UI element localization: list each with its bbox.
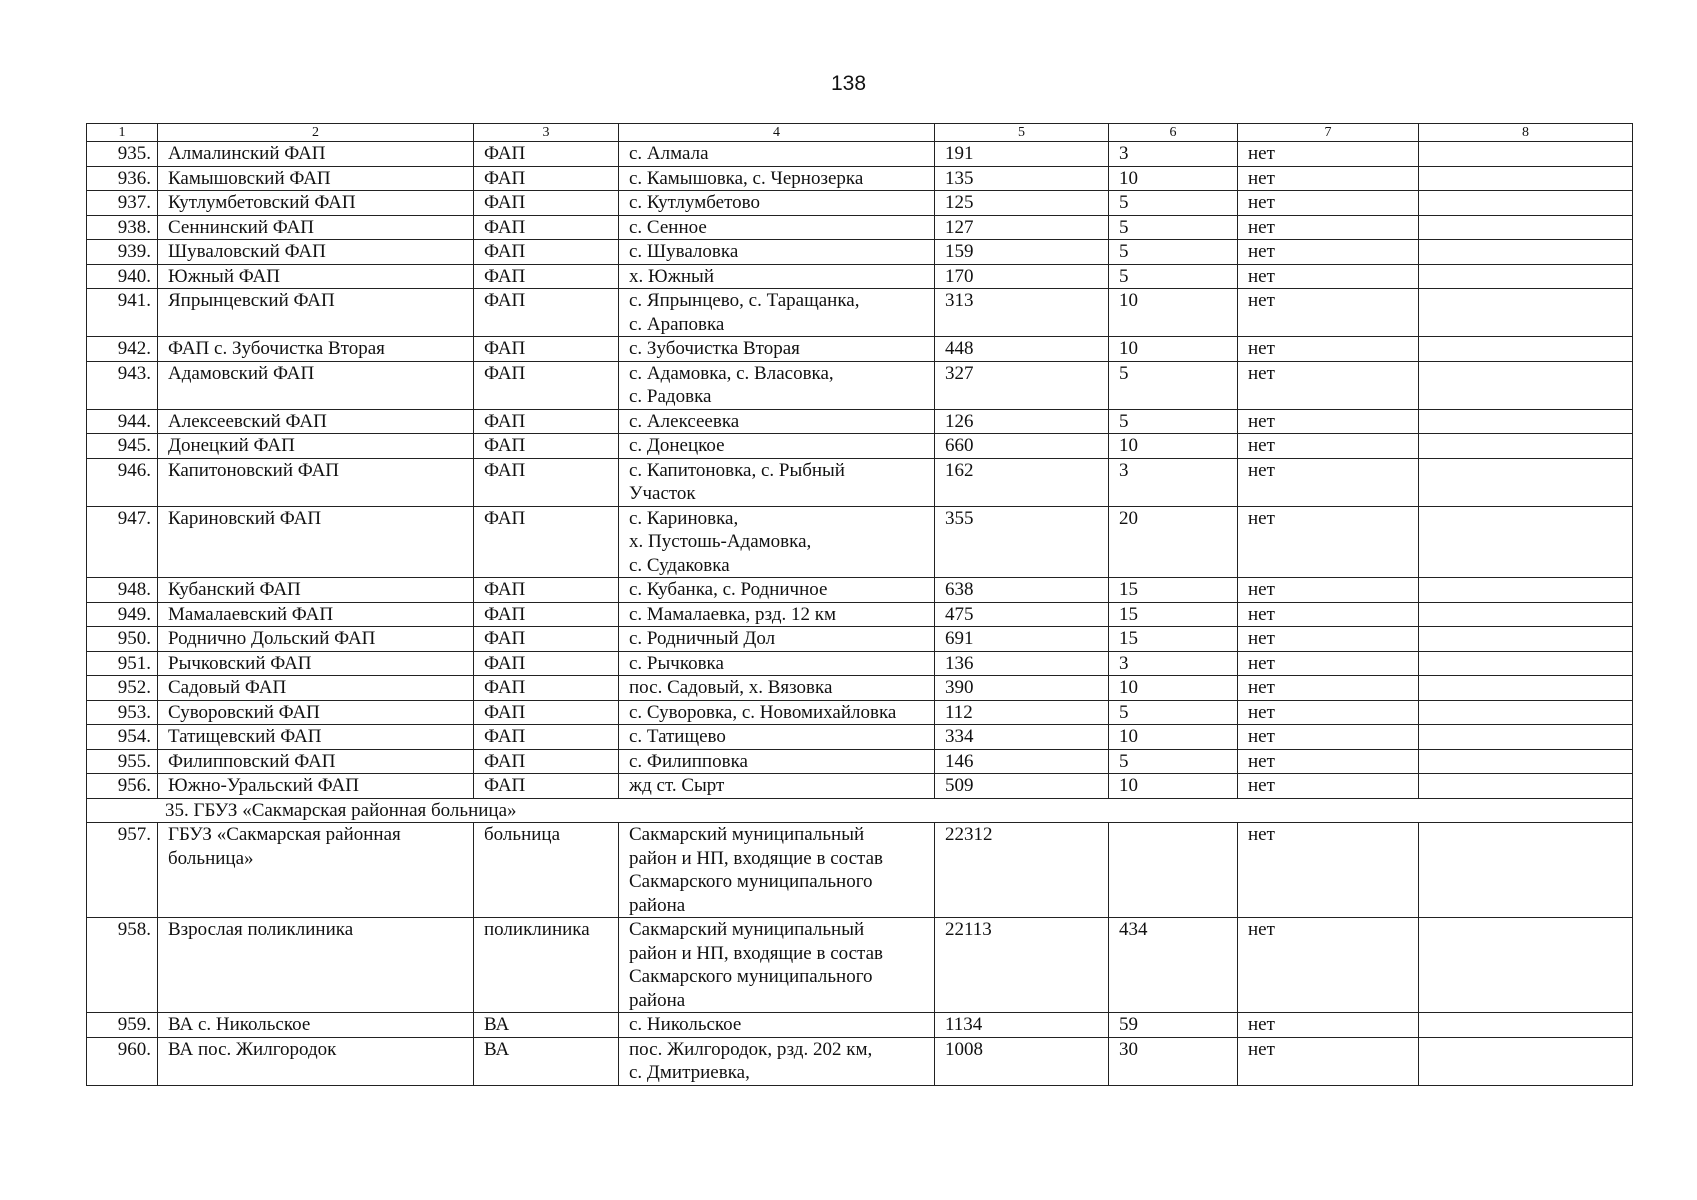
table-row: [87, 264, 1633, 289]
facility-name: Алексеевский ФАП: [158, 409, 474, 434]
served-settlements: [619, 749, 935, 774]
facility-name: Камышовский ФАП: [158, 166, 474, 191]
served-settlements-line: с. Капитоновка, с. Рыбный: [629, 459, 845, 481]
column-8-value: [1419, 602, 1633, 627]
column-8-value: [1419, 1013, 1633, 1038]
served-settlements-line: с. Мамалаевка, рзд. 12 км: [629, 603, 837, 625]
column-number: 2: [158, 124, 474, 142]
facility-name: Кутлумбетовский ФАП: [158, 191, 474, 216]
facility-type: ФАП: [474, 602, 619, 627]
facility-name: Южный ФАП: [158, 264, 474, 289]
facility-type: ФАП: [474, 651, 619, 676]
population-value: 327: [935, 361, 1109, 409]
column-8-value: [1419, 627, 1633, 652]
facility-type: ФАП: [474, 215, 619, 240]
column-8-value: [1419, 434, 1633, 459]
served-settlements-line: пос. Садовый, х. Вязовка: [629, 677, 833, 698]
facility-type: ФАП: [474, 191, 619, 216]
table-row: [87, 1013, 1633, 1038]
population-value: 112: [935, 700, 1109, 725]
column-7-value: нет: [1238, 627, 1419, 652]
row-number: 960.: [87, 1037, 158, 1085]
facility-type: ФАП: [474, 458, 619, 506]
section-title: 35. ГБУЗ «Сакмарская районная больница»: [87, 798, 1633, 823]
served-settlements: [619, 627, 935, 652]
served-settlements: [619, 578, 935, 603]
table-row: [87, 506, 1633, 578]
row-number: 954.: [87, 725, 158, 750]
table-row: [87, 361, 1633, 409]
facility-type: поликлиника: [474, 918, 619, 1013]
column-number: 1: [87, 124, 158, 142]
column-7-value: нет: [1238, 458, 1419, 506]
column-8-value: [1419, 166, 1633, 191]
facility-name: Рычковский ФАП: [158, 651, 474, 676]
facility-name: Сеннинский ФАП: [158, 215, 474, 240]
column-8-value: [1419, 191, 1633, 216]
row-number: 953.: [87, 700, 158, 725]
column-7-value: нет: [1238, 651, 1419, 676]
facility-name: Шуваловский ФАП: [158, 240, 474, 265]
table-row: [87, 215, 1633, 240]
served-settlements-line: х. Южный: [629, 265, 714, 287]
served-settlements: [619, 676, 935, 701]
served-settlements: [619, 409, 935, 434]
population-value: 136: [935, 651, 1109, 676]
distance-value: 10: [1109, 434, 1238, 459]
column-8-value: [1419, 676, 1633, 701]
column-8-value: [1419, 578, 1633, 603]
column-8-value: [1419, 215, 1633, 240]
served-settlements: [619, 602, 935, 627]
facility-type: ВА: [474, 1037, 619, 1085]
facilities-table: [86, 123, 1633, 1086]
column-number: 4: [619, 124, 935, 142]
section-row: [87, 798, 1633, 823]
table-body: [87, 124, 1633, 1086]
column-7-value: нет: [1238, 434, 1419, 459]
population-value: 125: [935, 191, 1109, 216]
distance-value: 15: [1109, 627, 1238, 652]
table-row: [87, 240, 1633, 265]
served-settlements-line: с. Донецкое: [629, 435, 725, 456]
facility-name: Алмалинский ФАП: [158, 142, 474, 167]
served-settlements-line: района: [629, 989, 686, 1011]
served-settlements-line: с. Алмала: [629, 143, 709, 164]
served-settlements-line: с. Родничный Дол: [629, 628, 776, 649]
served-settlements-line: Сакмарский муниципальный: [629, 919, 865, 940]
facility-name-line: больница»: [168, 847, 254, 869]
distance-value: 10: [1109, 289, 1238, 337]
population-value: 390: [935, 676, 1109, 701]
column-7-value: нет: [1238, 289, 1419, 337]
column-8-value: [1419, 823, 1633, 918]
served-settlements-line: с. Рычковка: [629, 652, 724, 674]
column-7-value: нет: [1238, 264, 1419, 289]
population-value: 1008: [935, 1037, 1109, 1085]
row-number: 949.: [87, 602, 158, 627]
served-settlements-line: с. Радовка: [629, 386, 712, 407]
facility-name: Адамовский ФАП: [158, 361, 474, 409]
distance-value: 3: [1109, 142, 1238, 167]
column-8-value: [1419, 142, 1633, 167]
table-row: [87, 725, 1633, 750]
facility-name: [158, 918, 474, 1013]
row-number: 958.: [87, 918, 158, 1013]
distance-value: 15: [1109, 578, 1238, 603]
served-settlements-line: с. Кутлумбетово: [629, 192, 761, 213]
table-row: [87, 337, 1633, 362]
column-7-value: нет: [1238, 240, 1419, 265]
served-settlements: [619, 240, 935, 265]
distance-value: 434: [1109, 918, 1238, 1013]
served-settlements-line: с. Судаковка: [629, 554, 730, 576]
served-settlements-line: Сакмарский муниципальный: [629, 824, 865, 845]
served-settlements-line: с. Япрынцево, с. Таращанка,: [629, 290, 860, 311]
table-row: [87, 651, 1633, 676]
population-value: 162: [935, 458, 1109, 506]
served-settlements-line: район и НП, входящие в состав: [629, 847, 883, 869]
table-row: [87, 166, 1633, 191]
population-value: 135: [935, 166, 1109, 191]
facility-name: Капитоновский ФАП: [158, 458, 474, 506]
table-row: [87, 823, 1633, 918]
distance-value: 10: [1109, 676, 1238, 701]
table-row: [87, 142, 1633, 167]
row-number: 955.: [87, 749, 158, 774]
column-7-value: нет: [1238, 700, 1419, 725]
page-number: 138: [830, 72, 867, 95]
table-row: [87, 774, 1633, 799]
served-settlements-line: с. Сенное: [629, 216, 707, 238]
table-row: [87, 289, 1633, 337]
row-number: 939.: [87, 240, 158, 265]
row-number: 938.: [87, 215, 158, 240]
facility-type: ФАП: [474, 700, 619, 725]
facility-name: Кубанский ФАП: [158, 578, 474, 603]
distance-value: 30: [1109, 1037, 1238, 1085]
population-value: 448: [935, 337, 1109, 362]
facility-type: ФАП: [474, 142, 619, 167]
column-7-value: нет: [1238, 602, 1419, 627]
population-value: 1134: [935, 1013, 1109, 1038]
facility-type: ФАП: [474, 361, 619, 409]
row-number: 956.: [87, 774, 158, 799]
served-settlements-line: с. Суворовка, с. Новомихайловка: [629, 701, 897, 723]
column-7-value: нет: [1238, 166, 1419, 191]
row-number: 942.: [87, 337, 158, 362]
served-settlements-line: с. Филипповка: [629, 750, 748, 772]
served-settlements-line: с. Никольское: [629, 1014, 742, 1035]
column-7-value: нет: [1238, 215, 1419, 240]
served-settlements-line: с. Кубанка, с. Родничное: [629, 579, 828, 600]
facility-type: ФАП: [474, 409, 619, 434]
served-settlements: [619, 142, 935, 167]
table-row: [87, 676, 1633, 701]
column-8-value: [1419, 264, 1633, 289]
served-settlements-line: с. Кариновка,: [629, 507, 739, 529]
row-number: 937.: [87, 191, 158, 216]
row-number: 936.: [87, 166, 158, 191]
served-settlements: [619, 458, 935, 506]
row-number: 944.: [87, 409, 158, 434]
column-7-value: нет: [1238, 1037, 1419, 1085]
column-7-value: нет: [1238, 749, 1419, 774]
facility-type: ФАП: [474, 264, 619, 289]
facility-type: ФАП: [474, 240, 619, 265]
facility-name-line: ВА с. Никольское: [168, 1014, 311, 1035]
row-number: 948.: [87, 578, 158, 603]
served-settlements: [619, 337, 935, 362]
served-settlements: [619, 823, 935, 918]
facility-type: ФАП: [474, 337, 619, 362]
column-number: 7: [1238, 124, 1419, 142]
served-settlements-line: района: [629, 894, 686, 916]
distance-value: 5: [1109, 361, 1238, 409]
served-settlements: [619, 434, 935, 459]
column-8-value: [1419, 361, 1633, 409]
served-settlements-line: с. Адамовка, с. Власовка,: [629, 362, 834, 384]
facility-type: ФАП: [474, 434, 619, 459]
distance-value: 10: [1109, 166, 1238, 191]
column-8-value: [1419, 240, 1633, 265]
facility-name: Япрынцевский ФАП: [158, 289, 474, 337]
served-settlements-line: с. Шуваловка: [629, 241, 739, 262]
column-7-value: нет: [1238, 506, 1419, 578]
column-7-value: нет: [1238, 578, 1419, 603]
served-settlements: [619, 289, 935, 337]
facility-type: ФАП: [474, 578, 619, 603]
served-settlements-line: район и НП, входящие в состав: [629, 942, 883, 964]
served-settlements: [619, 774, 935, 799]
table-row: [87, 578, 1633, 603]
column-7-value: нет: [1238, 409, 1419, 434]
population-value: 475: [935, 602, 1109, 627]
table-row: [87, 700, 1633, 725]
column-7-value: нет: [1238, 1013, 1419, 1038]
served-settlements: [619, 191, 935, 216]
column-8-value: [1419, 651, 1633, 676]
served-settlements: [619, 215, 935, 240]
population-value: 660: [935, 434, 1109, 459]
population-value: 334: [935, 725, 1109, 750]
served-settlements-line: Участок: [629, 483, 696, 504]
facility-name-line: Взрослая поликлиника: [168, 919, 354, 940]
distance-value: 5: [1109, 215, 1238, 240]
facility-type: ФАП: [474, 289, 619, 337]
distance-value: [1109, 823, 1238, 918]
column-number: 3: [474, 124, 619, 142]
served-settlements: [619, 361, 935, 409]
served-settlements-line: с. Араповка: [629, 313, 725, 335]
distance-value: 59: [1109, 1013, 1238, 1038]
facility-name: [158, 1037, 474, 1085]
served-settlements-line: с. Зубочистка Вторая: [629, 338, 800, 359]
column-7-value: нет: [1238, 337, 1419, 362]
served-settlements-line: Сакмарского муниципального: [629, 966, 873, 987]
column-8-value: [1419, 700, 1633, 725]
served-settlements-line: с. Дмитриевка,: [629, 1062, 750, 1083]
served-settlements: [619, 506, 935, 578]
table-row: [87, 1037, 1633, 1085]
facility-name-line: ВА пос. Жилгородок: [168, 1038, 337, 1060]
column-7-value: нет: [1238, 142, 1419, 167]
column-8-value: [1419, 774, 1633, 799]
population-value: 146: [935, 749, 1109, 774]
facility-name: Суворовский ФАП: [158, 700, 474, 725]
facility-name: Мамалаевский ФАП: [158, 602, 474, 627]
population-value: 22113: [935, 918, 1109, 1013]
facility-name: Роднично Дольский ФАП: [158, 627, 474, 652]
population-value: 22312: [935, 823, 1109, 918]
row-number: 940.: [87, 264, 158, 289]
population-value: 126: [935, 409, 1109, 434]
row-number: 957.: [87, 823, 158, 918]
served-settlements-line: с. Алексеевка: [629, 410, 740, 432]
population-value: 313: [935, 289, 1109, 337]
facility-name: Донецкий ФАП: [158, 434, 474, 459]
served-settlements: [619, 725, 935, 750]
distance-value: 3: [1109, 458, 1238, 506]
distance-value: 5: [1109, 191, 1238, 216]
served-settlements-line: с. Камышовка, с. Чернозерка: [629, 167, 864, 189]
column-number-row: [87, 124, 1633, 142]
column-number: 5: [935, 124, 1109, 142]
facility-type: ФАП: [474, 676, 619, 701]
facility-name: Садовый ФАП: [158, 676, 474, 701]
row-number: 951.: [87, 651, 158, 676]
column-8-value: [1419, 506, 1633, 578]
facility-name-line: ГБУЗ «Сакмарская районная: [168, 824, 401, 845]
column-number: 8: [1419, 124, 1633, 142]
facility-type: ФАП: [474, 506, 619, 578]
distance-value: 10: [1109, 725, 1238, 750]
served-settlements: [619, 166, 935, 191]
column-7-value: нет: [1238, 676, 1419, 701]
column-8-value: [1419, 337, 1633, 362]
facility-name: ФАП с. Зубочистка Вторая: [158, 337, 474, 362]
column-8-value: [1419, 918, 1633, 1013]
served-settlements: [619, 700, 935, 725]
facility-name: Филипповский ФАП: [158, 749, 474, 774]
row-number: 935.: [87, 142, 158, 167]
row-number: 950.: [87, 627, 158, 652]
facility-type: ФАП: [474, 774, 619, 799]
population-value: 691: [935, 627, 1109, 652]
distance-value: 5: [1109, 264, 1238, 289]
facility-type: ФАП: [474, 627, 619, 652]
served-settlements: [619, 1013, 935, 1038]
facility-name: [158, 1013, 474, 1038]
distance-value: 20: [1109, 506, 1238, 578]
facility-type: ВА: [474, 1013, 619, 1038]
table-row: [87, 749, 1633, 774]
served-settlements-line: с. Татищево: [629, 726, 726, 747]
table-row: [87, 458, 1633, 506]
served-settlements: [619, 918, 935, 1013]
row-number: 941.: [87, 289, 158, 337]
column-7-value: нет: [1238, 191, 1419, 216]
population-value: 355: [935, 506, 1109, 578]
distance-value: 10: [1109, 337, 1238, 362]
row-number: 947.: [87, 506, 158, 578]
distance-value: 5: [1109, 409, 1238, 434]
column-number: 6: [1109, 124, 1238, 142]
distance-value: 3: [1109, 651, 1238, 676]
distance-value: 10: [1109, 774, 1238, 799]
table-row: [87, 602, 1633, 627]
row-number: 946.: [87, 458, 158, 506]
column-8-value: [1419, 409, 1633, 434]
facility-name: [158, 823, 474, 918]
served-settlements-line: Сакмарского муниципального: [629, 871, 873, 892]
facility-name: Южно-Уральский ФАП: [158, 774, 474, 799]
facility-type: больница: [474, 823, 619, 918]
facility-name: Кариновский ФАП: [158, 506, 474, 578]
row-number: 943.: [87, 361, 158, 409]
row-number: 959.: [87, 1013, 158, 1038]
column-7-value: нет: [1238, 361, 1419, 409]
served-settlements: [619, 651, 935, 676]
distance-value: 5: [1109, 749, 1238, 774]
column-8-value: [1419, 289, 1633, 337]
distance-value: 15: [1109, 602, 1238, 627]
column-8-value: [1419, 749, 1633, 774]
row-number: 945.: [87, 434, 158, 459]
row-number: 952.: [87, 676, 158, 701]
served-settlements-line: жд ст. Сырт: [629, 775, 725, 796]
column-7-value: нет: [1238, 774, 1419, 799]
column-8-value: [1419, 1037, 1633, 1085]
facility-type: ФАП: [474, 166, 619, 191]
column-7-value: нет: [1238, 918, 1419, 1013]
column-8-value: [1419, 458, 1633, 506]
facility-type: ФАП: [474, 725, 619, 750]
column-7-value: нет: [1238, 725, 1419, 750]
population-value: 509: [935, 774, 1109, 799]
table-row: [87, 409, 1633, 434]
facility-type: ФАП: [474, 749, 619, 774]
population-value: 191: [935, 142, 1109, 167]
population-value: 127: [935, 215, 1109, 240]
table-row: [87, 627, 1633, 652]
served-settlements: [619, 264, 935, 289]
table-row: [87, 434, 1633, 459]
column-7-value: нет: [1238, 823, 1419, 918]
served-settlements-line: х. Пустошь-Адамовка,: [629, 531, 812, 552]
table-row: [87, 191, 1633, 216]
table-row: [87, 918, 1633, 1013]
population-value: 638: [935, 578, 1109, 603]
distance-value: 5: [1109, 700, 1238, 725]
population-value: 170: [935, 264, 1109, 289]
served-settlements-line: пос. Жилгородок, рзд. 202 км,: [629, 1038, 873, 1060]
distance-value: 5: [1109, 240, 1238, 265]
column-8-value: [1419, 725, 1633, 750]
served-settlements: [619, 1037, 935, 1085]
facility-name: Татищевский ФАП: [158, 725, 474, 750]
population-value: 159: [935, 240, 1109, 265]
